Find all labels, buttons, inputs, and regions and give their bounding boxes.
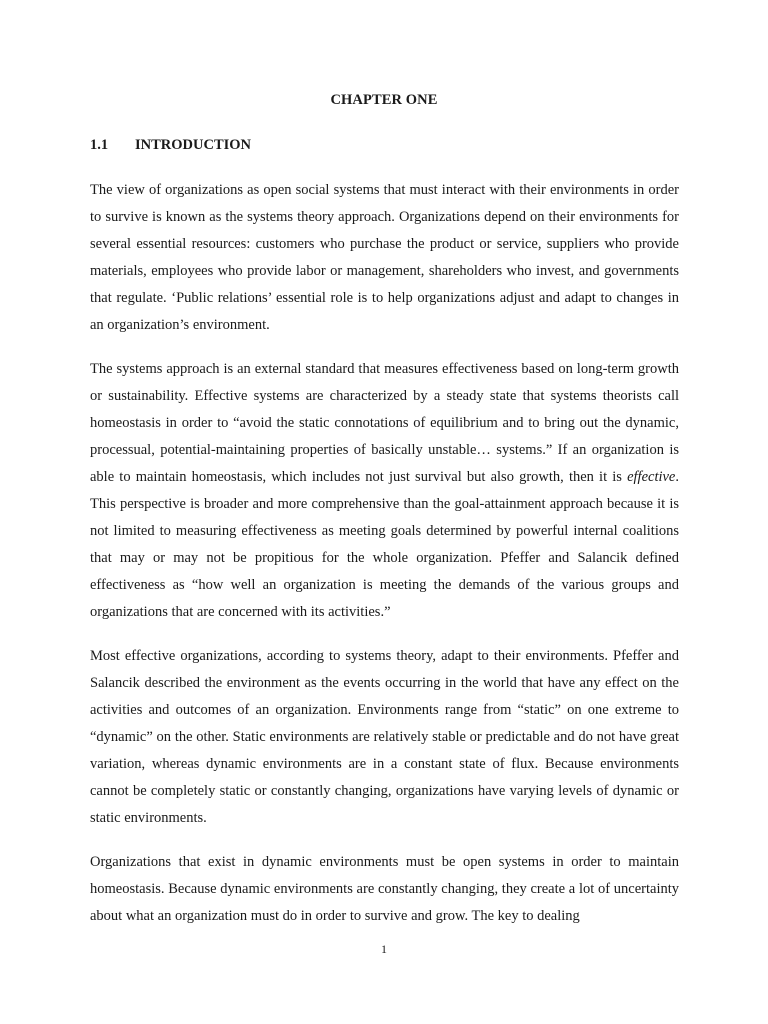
paragraph-1: The view of organizations as open social systems that must interact with their environments in order to survive is known as the systems theory approach. Organizations depend on their environments for several essential resources: customers who purchase the product or service, suppliers who provide materials, employees who provide labor or management, shareholders who invest, and governments that regulate. ‘Public relations’ essential role is to help organizations adjust and adapt to changes in an organization’s environment. [90, 182, 679, 333]
paragraph-2-after: . This perspective is broader and more comprehensive than the goal-attainment approach because it is not limited to measuring effectiveness as meeting goals determined by powerful internal coalitions that may or may not be propitious for the whole organization. Pfeffer and Salancik defined effectiveness as “how well an organization is meeting the demands of the various groups and organizations that are concerned with its activities.” [90, 469, 679, 620]
paragraph-3: Most effective organizations, according to systems theory, adapt to their environments. Pfeffer and Salancik described the environment as the events occurring in the world that have any effect on the activities and outcomes of an organization. Environments range from “static” on one extreme to “dynamic” on the other. Static environments are relatively stable or predictable and do not have great variation, whereas dynamic environments are in a constant state of flux. Because environments cannot be completely static or constantly changing, organizations have varying levels of dynamic or static environments. [90, 648, 679, 826]
paragraph-4: Organizations that exist in dynamic environments must be open systems in order to maintain homeostasis. Because dynamic environments are constantly changing, they create a lot of uncertainty about what an organization must do in order to survive and grow. The key to dealing [90, 854, 679, 924]
paragraph-2 [90, 356, 679, 626]
page-number: 1 [381, 942, 387, 956]
body-text [90, 177, 679, 947]
section-title: INTRODUCTION [135, 137, 252, 153]
paragraph-2-emphasis: effective [627, 469, 676, 485]
section-number: 1.1 [90, 137, 109, 153]
chapter-title: CHAPTER ONE [330, 92, 438, 108]
paragraph-2-before: The systems approach is an external standard that measures effectiveness based on long-term growth or sustainability. Effective systems are characterized by a steady state that systems theorists call homeostasis in order to “avoid the static connotations of equilibrium and to bring out the dynamic, processual, potential-maintaining properties of basically unstable… systems.” If an organization is able to maintain homeostasis, which includes not just survival but also growth, then it is [90, 361, 679, 485]
section-heading [90, 137, 251, 154]
